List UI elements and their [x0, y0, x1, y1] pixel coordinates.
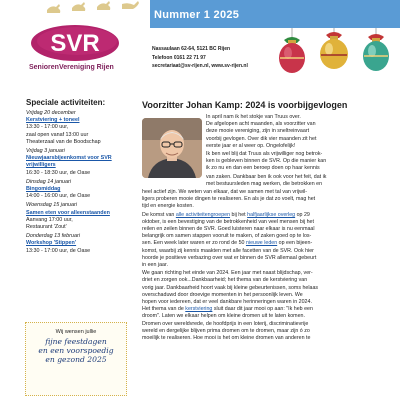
text-run: De komst van	[142, 211, 176, 218]
contact-block	[152, 45, 248, 71]
ornament-teal-icon	[363, 28, 389, 71]
event-date: Vrijdag 3 januari	[26, 148, 65, 155]
text-line: moeilijk te realiseren. Hoe mooi is het om kleine dromen van anderen te	[142, 335, 311, 342]
greeting-line: en een voorspoedig	[38, 346, 114, 356]
special-activities	[22, 98, 132, 336]
phone-text: Telefoon 0161 22 71 97	[152, 54, 206, 61]
text-line	[142, 306, 392, 313]
event-item	[26, 202, 132, 231]
event-date: Vrijdag 20 december	[26, 110, 76, 116]
event-link[interactable]: Workshop 'Stippen'	[26, 240, 77, 247]
text-line: Dromen over wereldvrede, de hoofdprijs in een loterij, discriminatievrije	[142, 320, 309, 327]
article-title: Voorzitter Johan Kamp: 2024 is voorbijgevlogen	[142, 100, 348, 110]
article-paragraph	[206, 151, 392, 173]
season-greeting-box	[25, 322, 127, 396]
article-paragraph	[142, 270, 392, 342]
text-run: Het thema van de	[142, 306, 186, 313]
event-link[interactable]: Bingomiddag	[26, 186, 61, 193]
text-line: In april nam ik het stokje van Truus over.	[206, 114, 301, 120]
text-line: van zaken. Dankbaar ben ik ook voor het feit, dat ik	[206, 173, 327, 180]
event-date: Woensdag 15 januari	[26, 202, 77, 209]
event-detail: 16:30 - 18:30 uur, de Oase	[26, 169, 91, 176]
chairman-article	[138, 100, 392, 343]
text-line: oktober, is een bevestiging van de betrokkenheid van veel mensen bij het	[142, 218, 314, 225]
text-line: komst, waarbij zij kennis maakten met alle facetten van de SVR. Ook hier	[142, 247, 314, 254]
logo-subtitle: SeniorenVereniging Rijen	[29, 64, 114, 71]
text-line: met bestuursleden mag werken, die betrokken en	[206, 180, 323, 187]
event-detail: Restaurant 'Zout'	[26, 224, 67, 231]
event-detail: 13:30 - 17:00 uur, de Oase	[26, 247, 91, 254]
greeting-line: en gezond 2025	[45, 355, 107, 365]
logo-text: SVR	[50, 30, 100, 57]
text-line: tijd en energie kosten.	[142, 203, 194, 210]
text-line: Ik ben wel blij dat Truus als vrijwilliger nog betrok-	[206, 151, 323, 158]
activity-groups-link[interactable]: alle activiteitengroepen	[175, 211, 231, 218]
event-detail: Theaterzaal van de Boodschap	[26, 138, 101, 145]
event-detail: zaal open vanaf 13:00 uur	[26, 131, 89, 138]
text-line: hoorde je positieve verbazing over wat er binnen de SVR allemaal gebeurt	[142, 254, 317, 261]
text-line	[142, 240, 392, 247]
sidebar-title: Speciale activiteiten:	[26, 98, 106, 107]
event-date: Dinsdag 14 januari	[26, 178, 71, 185]
text-line: eerste jaar er al weer op. Ongelofelijk!	[206, 142, 296, 149]
text-line: deze mooie vereniging, zijn in sneltreinvaart	[206, 128, 310, 135]
text-run: bij het	[230, 211, 248, 218]
text-run: sen. Een week later waren er zo rond de 50	[142, 240, 246, 247]
text-line: overschaduwd door droevige momenten in het persoonlijk leven. We	[142, 291, 303, 298]
portrait-icon	[142, 118, 202, 178]
article-paragraph	[142, 189, 392, 211]
article-paragraph	[142, 212, 392, 270]
text-run: sluit daar dit jaar mooi op aan: "Ik heb een	[212, 306, 313, 313]
text-line: heel actief zijn. We weten van elkaar, dat we samen met tal van vrijwil-	[142, 189, 308, 196]
event-link[interactable]: Nieuwjaarsbijeenkomst voor SVR vrijwilligers	[26, 155, 112, 169]
greeting-text	[26, 337, 126, 365]
event-item	[26, 148, 132, 177]
christmas-event-link[interactable]: kerstviering	[185, 306, 213, 313]
event-detail: 13:30 - 17:00 uur,	[26, 124, 69, 131]
half-yearly-meeting-link[interactable]: halfjaarlijkse overleg	[247, 211, 296, 218]
article-paragraph	[206, 174, 392, 188]
event-link[interactable]: Samen eten voor alleenstaanden	[26, 209, 110, 216]
text-run: op 29	[295, 211, 310, 218]
text-line: We gaan richting het einde van 2024. Een jaar met naast blijdschap, ver-	[142, 270, 313, 277]
address-text: Nassaulaan 62-64, 5121 BC Rijen	[152, 46, 231, 52]
text-line: reilen en zeilen binnen de SVR. Goed luisteren naar elkaar is nu eenmaal	[142, 226, 315, 233]
text-line: ligers proberen mooie dingen te realiseren. En als je dat zo voelt, mag het	[142, 196, 316, 203]
svr-logo	[30, 24, 120, 62]
text-line: ik zo nu en dan een beroep doen op haar kennis	[206, 165, 320, 172]
text-line: De afgelopen acht maanden, als voorzitter van	[206, 121, 316, 128]
christmas-ornaments-icon	[268, 28, 400, 88]
issue-number: Nummer 1 2025	[154, 9, 240, 21]
text-line: vorig jaar. Dankbaarheid hoort vaak bij kleine gebeurtenissen, soms helaas	[142, 284, 319, 291]
newsletter-header	[0, 0, 400, 92]
new-members-link[interactable]: nieuwe leden	[245, 240, 278, 247]
text-line: in een jaar.	[142, 262, 168, 269]
event-item	[26, 110, 132, 146]
text-line: droom". Laten we elkaar helpen om kleine dromen uit te laten komen.	[142, 313, 305, 320]
event-date: Donderdag 13 februari	[26, 233, 80, 240]
greeting-intro: Wij wensen jullie	[55, 329, 97, 335]
ornament-gold-icon	[320, 28, 348, 69]
event-item	[26, 233, 132, 255]
ornament-red-icon	[279, 28, 305, 73]
reindeer-sleigh-icon	[42, 0, 142, 16]
text-line: hopen voor iedereen, dat er veel dankbare herinneringen waren in 2024.	[142, 299, 312, 306]
chairman-photo	[142, 118, 202, 178]
text-run: op een bijeen-	[277, 240, 313, 247]
text-line: ken is gebleven binnen de SVR. Op die manier kan	[206, 158, 327, 165]
event-detail: 14:00 - 16:00 uur, de Oase	[26, 193, 91, 200]
text-line: voorbij gevlogen. Over dik vier maanden zit het	[206, 135, 317, 142]
event-link[interactable]: Kerstviering + toneel	[26, 117, 80, 124]
contact-links[interactable]: secretariaat@sv-rijen.nl, www.sv-rijen.nl	[152, 63, 248, 69]
greeting-line: fijne feestdagen	[45, 337, 107, 346]
article-paragraph	[206, 114, 392, 150]
text-line	[142, 212, 392, 219]
event-detail: Aanvang 17:00 uur,	[26, 216, 73, 223]
event-item	[26, 179, 132, 201]
text-line: belangrijk om samen stappen vooruit te maken, of zaken goed op te los-	[142, 233, 312, 240]
text-line: driet en zorgen ook...Dankbaarheid; het thema van de kerstviering van	[142, 277, 308, 284]
text-line: wereld en dergelijke blijven prima dromen om te dromen, maar zijn ó zo	[142, 327, 310, 334]
